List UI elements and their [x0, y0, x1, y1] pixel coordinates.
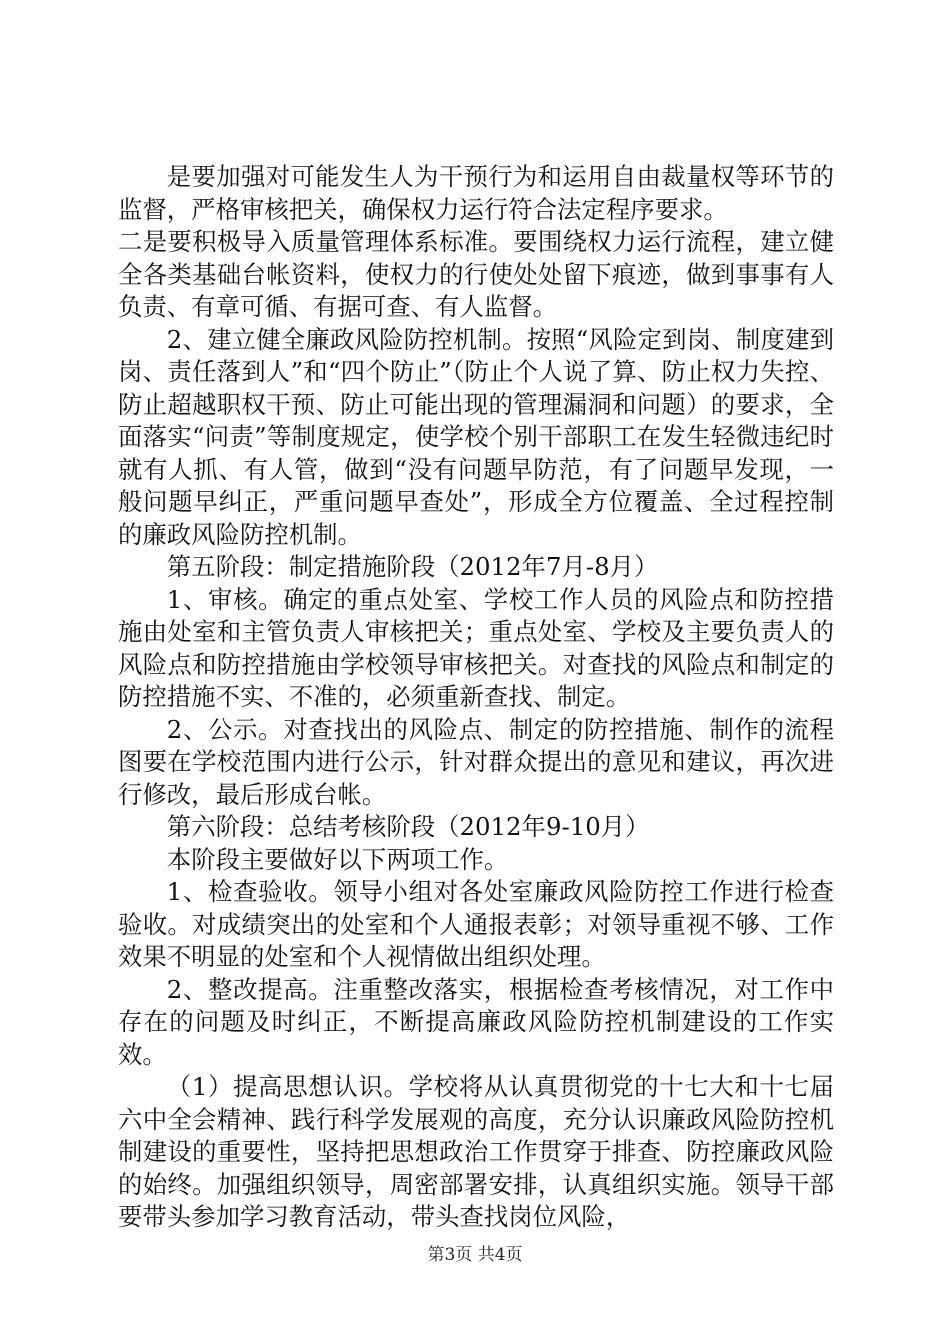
paragraph-publicity: 2、公示。对查找出的风险点、制定的防控措施、制作的流程图要在学校范围内进行公示，针对群众提出的意见和建议，再次进行修改，最后形成台帐。 [118, 714, 834, 809]
paragraph-inspection: 1、检查验收。领导小组对各处室廉政风险防控工作进行检查验收。对成绩突出的处室和个人通报表彰；对领导重视不够、工作效果不明显的处室和个人视情做出组织处理。 [118, 877, 834, 971]
paragraph-rectification: 2、整改提高。注重整改落实，根据检查考核情况，对工作中存在的问题及时纠正，不断提高廉政风险防控机制建设的工作实效。 [118, 974, 834, 1069]
section-heading-stage-6: 第六阶段：总结考核阶段（2012年9-10月） [166, 812, 650, 841]
paragraph-intro: 本阶段主要做好以下两项工作。 [166, 844, 509, 874]
document-body [118, 161, 834, 1234]
paragraph-awareness: （1）提高思想认识。学校将从认真贯彻党的十七大和十七届六中全会精神、践行科学发展观的高度，充分认识廉政风险防控机制建设的重要性，坚持把思想政治工作贯穿于排查、防控廉政风险的始终。加强组织领导，周密部署安排，认真组织实施。领导干部要带头参加学习教育活动，带头查找岗位风险， [118, 1072, 834, 1231]
paragraph-2: 二是要积极导入质量管理体系标准。要围绕权力运行流程，建立健全各类基础台帐资料，使权力的行使处处留下痕迹，做到事事有人负责、有章可循、有据可查、有人监督。 [118, 227, 834, 321]
paragraph-review: 1、审核。确定的重点处室、学校工作人员的风险点和防控措施由处室和主管负责人审核把关；重点处室、学校及主要负责人的风险点和防控措施由学校领导审核把关。对查找的风险点和制定的防控措施不实、不准的，必须重新查找、制定。 [118, 584, 834, 711]
paragraph-3: 2、建立健全廉政风险防控机制。按照“风险定到岗、制度建到岗、责任落到人”和“四个防止”（防止个人说了算、防止权力失控、防止超越职权干预、防止可能出现的管理漏洞和问题）的要求，全面落实“问责”等制度规定，使学校个别干部职工在发生轻微违纪时就有人抓、有人管，做到“没有问题早防范，有了问题早发现，一般问题早纠正，严重问题早查处”，形成全方位覆盖、全过程控制的廉政风险防控机制。 [118, 324, 834, 549]
paragraph-1: 是要加强对可能发生人为干预行为和运用自由裁量权等环节的监督，严格审核把关，确保权力运行符合法定程序要求。 [118, 162, 834, 224]
section-heading-stage-5: 第五阶段：制定措施阶段（2012年7月-8月） [166, 552, 659, 581]
page-footer: 第3页 共4页 [427, 1245, 523, 1265]
